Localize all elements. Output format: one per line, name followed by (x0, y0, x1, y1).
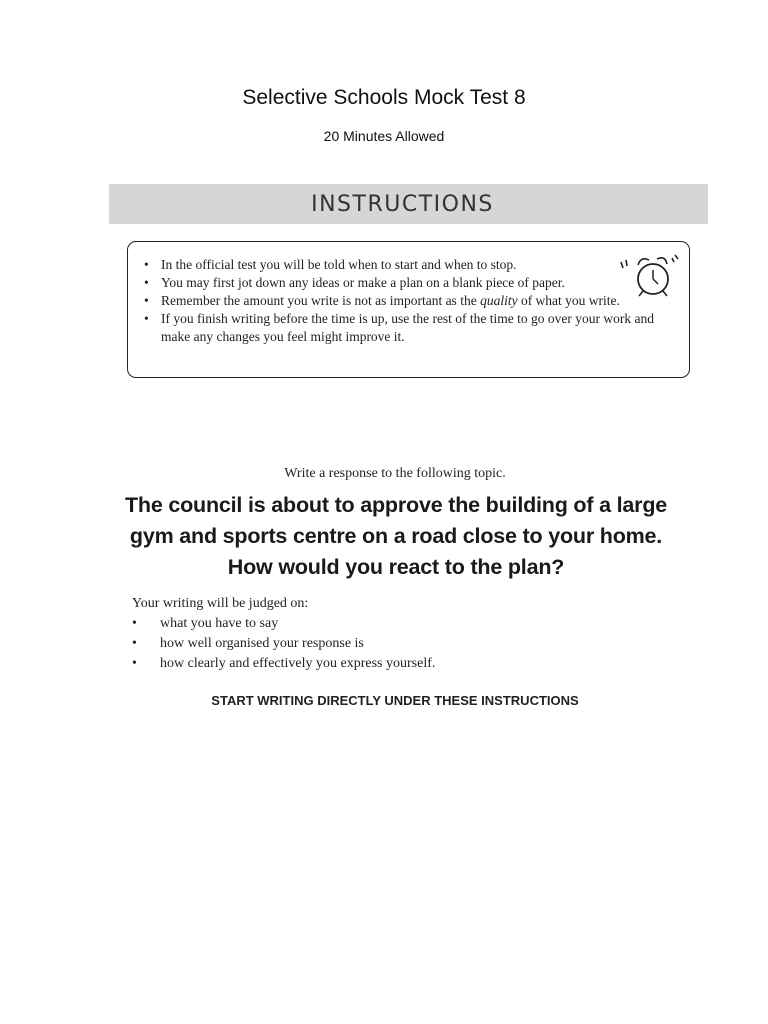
criteria-item: • how clearly and effectively you express yourself. (132, 656, 436, 671)
topic-line: gym and sports centre on a road close to your home. (129, 524, 663, 548)
instruction-item: • In the official test you will be told when to start and when to stop. (144, 257, 517, 272)
page-title: Selective Schools Mock Test 8 (242, 86, 526, 109)
start-writing-instruction: START WRITING DIRECTLY UNDER THESE INSTRUCTIONS (211, 693, 579, 708)
alarm-clock-icon (617, 248, 679, 300)
criteria-text: how well organised your response is (160, 636, 364, 651)
instruction-text: Remember the amount you write is not as important as the (161, 293, 481, 308)
criteria-item: • how well organised your response is (132, 636, 364, 651)
instructions-banner (109, 184, 708, 224)
criteria-list (132, 614, 435, 674)
instruction-item: • You may first jot down any ideas or make a plan on a blank piece of paper. (144, 275, 565, 290)
criteria-text: how clearly and effectively you express yourself. (160, 656, 436, 671)
instructions-list (142, 256, 672, 346)
instruction-text: In the official test you will be told when to start and when to stop. (161, 257, 517, 272)
instruction-item: • Remember the amount you write is not as important as the quality of what you write. (144, 293, 620, 308)
time-allowed: 20 Minutes Allowed (323, 128, 445, 144)
criteria-item: • what you have to say (132, 616, 279, 631)
topic-line: The council is about to approve the building of a large (124, 493, 668, 517)
instruction-text: If you finish writing before the time is up, use the rest of the time to go over your work and make any changes you feel might improve it. (161, 311, 655, 344)
writing-topic (96, 490, 696, 583)
prompt-intro: Write a response to the following topic. (284, 466, 506, 481)
instructions-box (127, 241, 690, 378)
instruction-text: You may first jot down any ideas or make a plan on a blank piece of paper. (161, 275, 565, 290)
instruction-emphasis: quality (480, 293, 518, 308)
instruction-item: • If you finish writing before the time is up, use the rest of the time to go over your work and make any changes you feel might improve it. (144, 311, 655, 344)
criteria-text: what you have to say (160, 616, 279, 631)
topic-line: How would you react to the plan? (227, 555, 565, 579)
judged-heading: Your writing will be judged on: (132, 596, 309, 611)
instructions-heading: INSTRUCTIONS (311, 191, 494, 217)
instruction-text: of what you write. (517, 293, 620, 308)
